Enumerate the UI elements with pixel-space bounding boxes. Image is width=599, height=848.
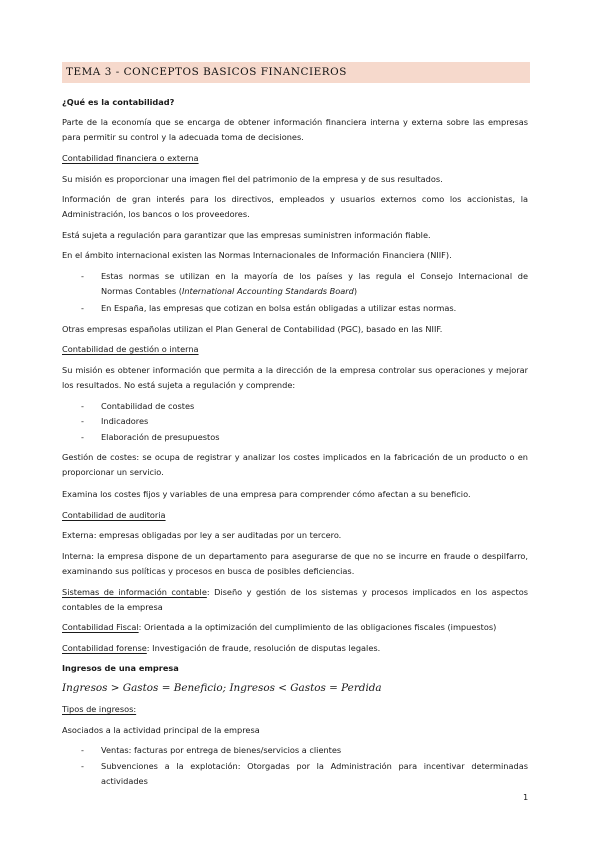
page-title: TEMA 3 - CONCEPTOS BASICOS FINANCIEROS [66,66,347,78]
section-heading-ingresos: Ingresos de una empresa [62,663,179,673]
paragraph-niif: En el ámbito internacional existen las Normas Internacionales de Información Financiera (NIIF). [62,250,452,260]
paragraph-financiera-mision: Su misión es proporcionar una imagen fiel del patrimonio de la empresa y de sus resultados. [62,174,443,184]
subheading-tipos-ingresos: Tipos de ingresos: [62,704,137,714]
paragraph-forense: Contabilidad forense: Investigación de fraude, resolución de disputas legales. [62,643,381,653]
bullet-dash: - [81,401,84,411]
paragraph-financiera-interes: Información de gran interés para los directivos, empleados y usuarios externos como los accionistas, la Administración, los bancos o los proveedores. [62,194,528,219]
list-item-indicadores: Indicadores [101,416,149,426]
bullet-dash: - [81,303,84,313]
paragraph-fiscal: Contabilidad Fiscal: Orientada a la optimización del cumplimiento de las obligaciones fiscales (impuestos) [62,622,497,632]
bullet-dash: - [81,416,84,426]
list-item-presupuestos: Elaboración de presupuestos [101,432,220,442]
label-sistemas: Sistemas de información contable [62,587,207,597]
paragraph-gestion-mision: Su misión es obtener información que permita a la dirección de la empresa controlar sus operaciones y mejorar los resultados. No está sujeta a regulación y comprende: [62,365,528,390]
paragraph-auditoria-interna: Interna: la empresa dispone de un departamento para asegurarse de que no se incurre en fraude o despilfarro, examinando sus políticas y procesos en busca de posibles deficiencias. [62,551,528,576]
paragraph-definition: Parte de la economía que se encarga de obtener información financiera interna y externa sobre las empresas para permitir su control y la adecuada toma de decisiones. [62,117,528,142]
page-number: 1 [523,792,529,802]
paragraph-costes-fijos: Examina los costes fijos y variables de una empresa para comprender cómo afectan a su beneficio. [62,489,471,499]
bullet-dash: - [81,745,84,755]
paragraph-sistemas-informacion: Sistemas de información contable: Diseño y gestión de los sistemas y procesos implicados en los aspectos contables de la empresa [62,587,528,612]
section-heading-gestion: Contabilidad de gestión o interna [62,344,199,354]
bullet-dash: - [81,432,84,442]
list-item-costes: Contabilidad de costes [101,401,195,411]
section-heading-financiera: Contabilidad financiera o externa [62,153,199,163]
list-item-subvenciones-line1: Subvenciones a la explotación: Otorgadas por la Administración para incentivar determinadas [101,761,528,771]
paragraph-financiera-regulacion: Está sujeta a regulación para garantizar que las empresas suministren información fiable. [62,230,431,240]
paragraph-auditoria-externa: Externa: empresas obligadas por ley a ser auditadas por un tercero. [62,530,342,540]
list-item-niif-line1: Estas normas se utilizan en la mayoría de los países y las regula el Consejo Internacional de [101,271,528,281]
paragraph-gestion-costes: Gestión de costes: se ocupa de registrar y analizar los costes implicados en la fabricación de un producto o en proporcionar un servicio. [62,452,528,477]
label-forense: Contabilidad forense [62,643,147,653]
bullet-dash: - [81,761,84,771]
list-item-subvenciones-line2: actividades [101,776,148,786]
paragraph-pgc: Otras empresas españolas utilizan el Plan General de Contabilidad (PGC), basado en las NIIF. [62,324,443,334]
formula-beneficio: Ingresos > Gastos = Beneficio; Ingresos < Gastos = Perdida [62,682,382,694]
section-heading-que-es: ¿Qué es la contabilidad? [62,97,175,107]
iasb-italic: International Accounting Standards Board [181,286,354,296]
section-heading-auditoria: Contabilidad de auditoria [62,510,166,520]
list-item-espana: En España, las empresas que cotizan en bolsa están obligadas a utilizar estas normas. [101,303,457,313]
list-item-niif-line2: Normas Contables (International Accounting Standards Board) [101,286,358,296]
bullet-dash: - [81,271,84,281]
paragraph-asociados: Asociados a la actividad principal de la empresa [62,725,260,735]
list-item-ventas: Ventas: facturas por entrega de bienes/servicios a clientes [101,745,342,755]
label-fiscal: Contabilidad Fiscal [62,622,139,632]
